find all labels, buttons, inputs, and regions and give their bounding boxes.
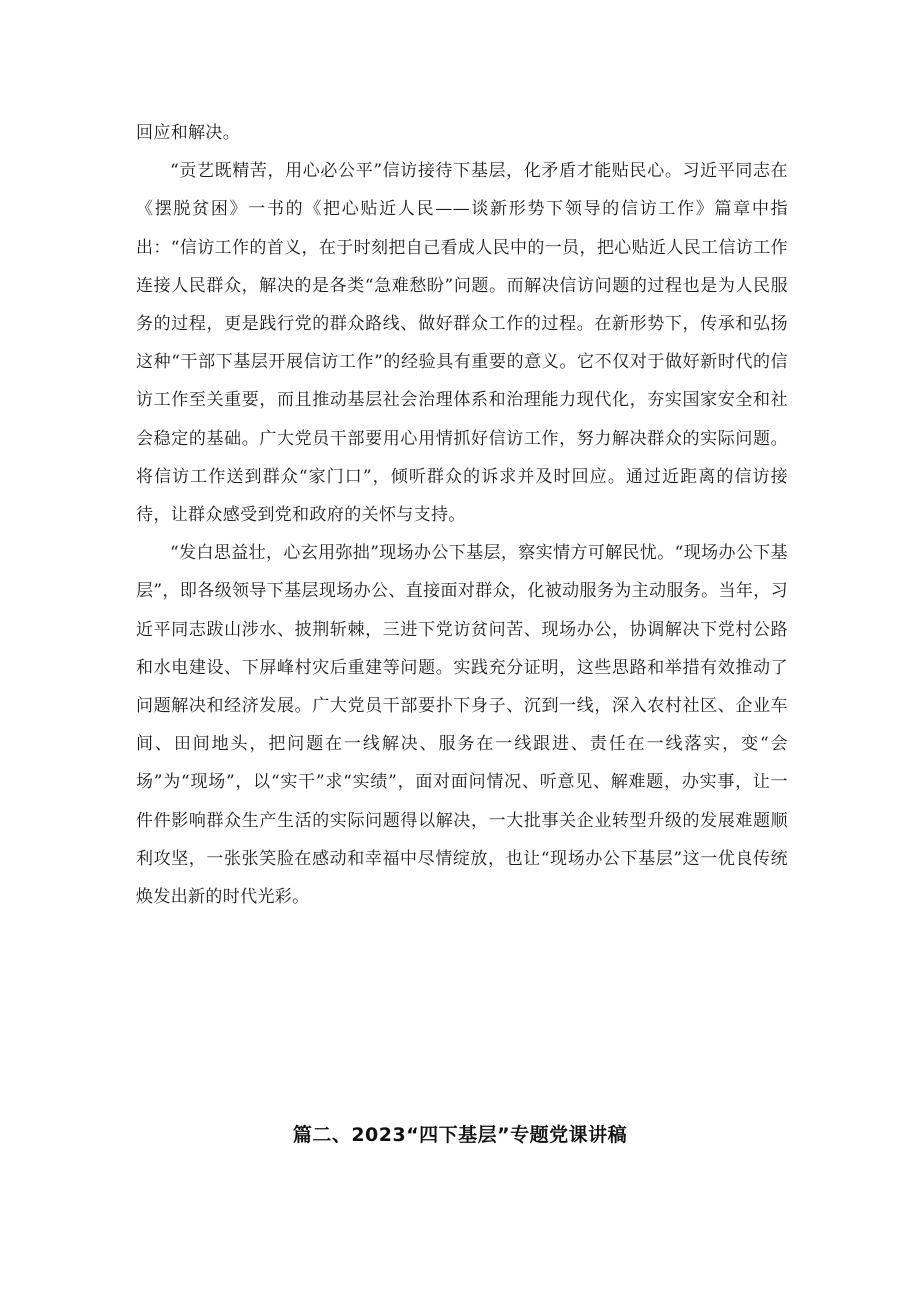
- paragraph-continuation: 回应和解决。: [136, 123, 241, 143]
- document-body: [136, 114, 788, 916]
- section-heading: 篇二、2023“四下基层”专题党课讲稿: [292, 1124, 628, 1146]
- paragraph-petition-reception: “贡艺既精苦，用心必公平”信访接待下基层，化矛盾才能贴民心。习近平同志在《摆脱贫困》一书的《把心贴近人民——谈新形势下领导的信访工作》篇章中指出：“信访工作的首义，在于时刻把自己看成人民中的一员，把心贴近人民工信访工作连接人民群众，解决的是各类“急难愁盼”问题。而解决信访问题的过程也是为人民服务的过程，更是践行党的群众路线、做好群众工作的过程。在新形势下，传承和弘扬这种“干部下基层开展信访工作”的经验具有重要的意义。它不仅对于做好新时代的信访工作至关重要，而且推动基层社会治理体系和治理能力现代化，夯实国家安全和社会稳定的基础。广大党员干部要用心用情抓好信访工作，努力解决群众的实际问题。将信访工作送到群众“家门口”，倾听群众的诉求并及时回应。通过近距离的信访接待，让群众感受到党和政府的关怀与支持。: [136, 161, 788, 526]
- paragraph-onsite-office: “发白思益壮，心玄用弥拙”现场办公下基层，察实情方可解民忧。“现场办公下基层”，即各级领导下基层现场办公、直接面对群众，化被动服务为主动服务。当年，习近平同志跋山涉水、披荆斩棘，三进下党访贫问苦、现场办公，协调解决下党村公路和水电建设、下屏峰村灾后重建等问题。实践充分证明，这些思路和举措有效推动了问题解决和经济发展。广大党员干部要扑下身子、沉到一线，深入农村社区、企业车间、田间地头，把问题在一线解决、服务在一线跟进、责任在一线落实，变“会场”为“现场”，以“实干”求“实绩”，面对面问情况、听意见、解难题，办实事，让一件件影响群众生产生活的实际问题得以解决，一大批事关企业转型升级的发展难题顺利攻坚，一张张笑脸在感动和幸福中尽情绽放，也让“现场办公下基层”这一优良传统焕发出新的时代光彩。: [136, 543, 788, 908]
